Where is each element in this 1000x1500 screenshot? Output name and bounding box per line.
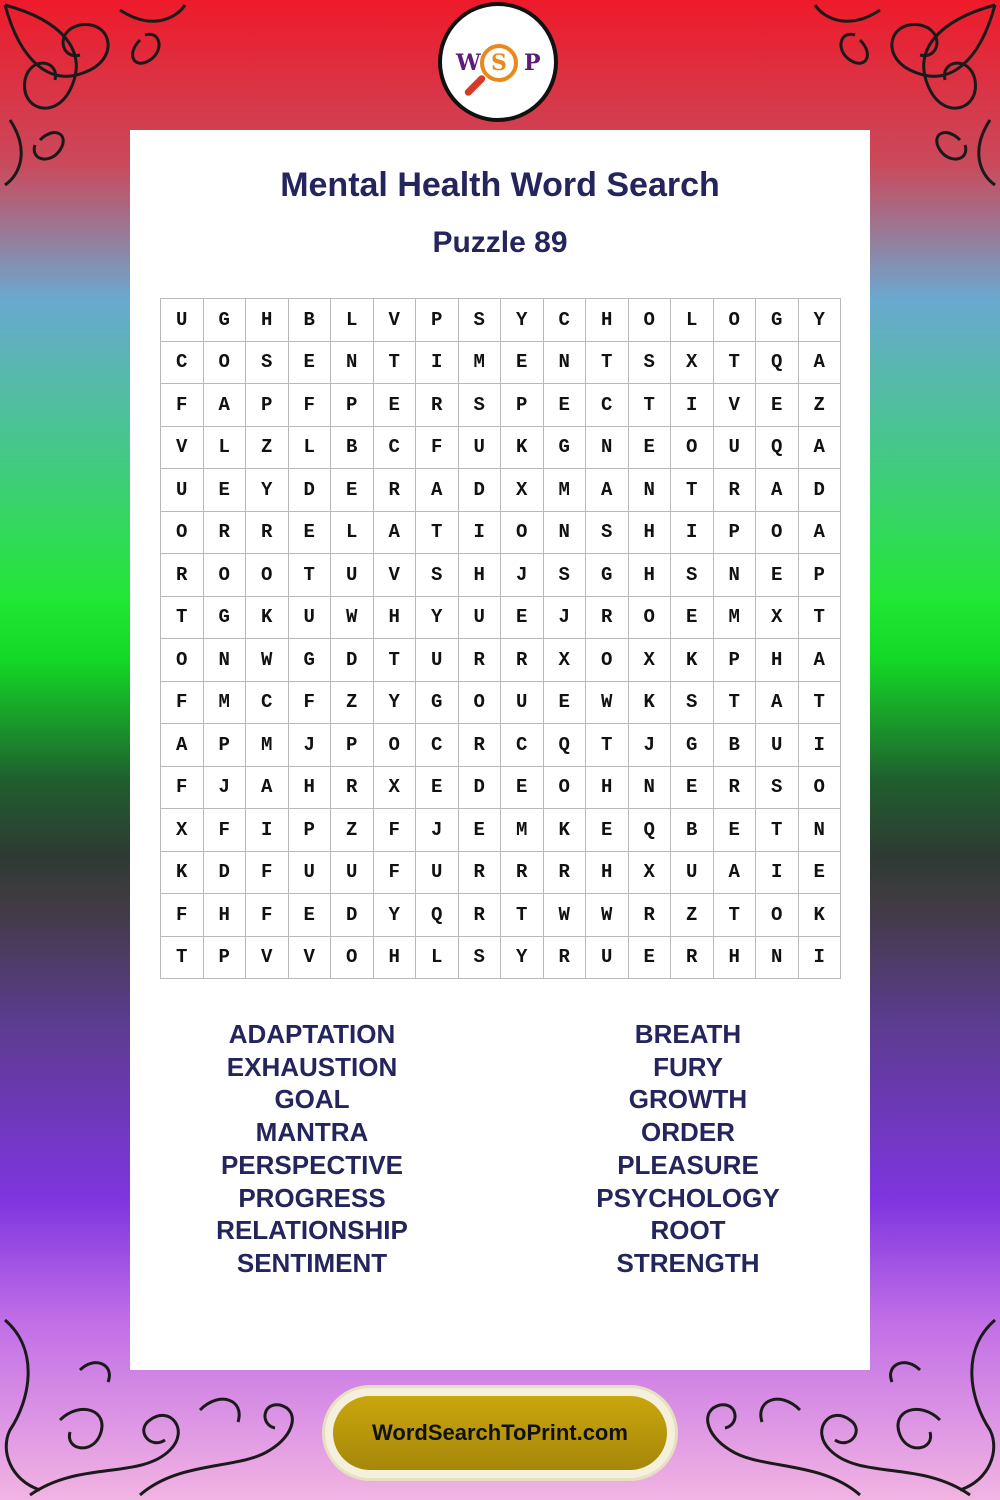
grid-cell[interactable]: M	[544, 469, 587, 512]
grid-cell[interactable]: E	[629, 937, 672, 980]
grid-cell[interactable]: A	[416, 469, 459, 512]
grid-cell[interactable]: E	[374, 384, 417, 427]
grid-cell[interactable]: A	[586, 469, 629, 512]
grid-cell[interactable]: E	[586, 809, 629, 852]
site-link-label[interactable]: WordSearchToPrint.com	[333, 1396, 667, 1470]
grid-cell[interactable]: D	[204, 852, 247, 895]
grid-cell[interactable]: O	[459, 682, 502, 725]
grid-cell[interactable]: N	[586, 427, 629, 470]
grid-cell[interactable]: J	[544, 597, 587, 640]
word-list-item: GOAL	[274, 1084, 350, 1115]
word-list-item: STRENGTH	[616, 1247, 760, 1278]
grid-cell[interactable]: H	[246, 299, 289, 342]
magnifier-handle	[463, 74, 486, 97]
grid-cell[interactable]: I	[756, 852, 799, 895]
grid-cell[interactable]: U	[161, 469, 204, 512]
grid-cell[interactable]: F	[289, 682, 332, 725]
grid-cell[interactable]: S	[671, 682, 714, 725]
grid-cell[interactable]: O	[756, 894, 799, 937]
logo-letter: P	[524, 50, 541, 76]
grid-cell[interactable]: N	[756, 937, 799, 980]
grid-cell[interactable]: L	[671, 299, 714, 342]
grid-cell[interactable]: E	[289, 894, 332, 937]
grid-cell[interactable]: T	[799, 682, 842, 725]
grid-cell[interactable]: Y	[501, 299, 544, 342]
word-list-item: ROOT	[650, 1215, 726, 1246]
grid-cell[interactable]: D	[331, 894, 374, 937]
grid-cell[interactable]: U	[289, 597, 332, 640]
grid-cell[interactable]: U	[416, 852, 459, 895]
grid-cell[interactable]: N	[714, 554, 757, 597]
grid-cell[interactable]: H	[374, 597, 417, 640]
grid-cell[interactable]: U	[289, 852, 332, 895]
grid-cell[interactable]: N	[629, 469, 672, 512]
grid-cell[interactable]: W	[586, 894, 629, 937]
grid-cell[interactable]: E	[459, 809, 502, 852]
grid-cell[interactable]: V	[374, 299, 417, 342]
grid-cell[interactable]: K	[544, 809, 587, 852]
grid-cell[interactable]: R	[629, 894, 672, 937]
grid-cell[interactable]: A	[204, 384, 247, 427]
grid-cell[interactable]: R	[459, 639, 502, 682]
grid-cell[interactable]: Y	[799, 299, 842, 342]
grid-cell[interactable]: T	[799, 597, 842, 640]
grid-cell[interactable]: B	[289, 299, 332, 342]
grid-cell[interactable]: O	[161, 639, 204, 682]
word-list-item: ORDER	[641, 1117, 735, 1148]
grid-cell[interactable]: E	[799, 852, 842, 895]
grid-cell[interactable]: B	[671, 809, 714, 852]
word-list-item: PSYCHOLOGY	[596, 1182, 780, 1213]
grid-cell[interactable]: E	[289, 342, 332, 385]
grid-cell[interactable]: H	[629, 554, 672, 597]
grid-cell[interactable]: A	[374, 512, 417, 555]
grid-cell[interactable]: F	[204, 809, 247, 852]
grid-cell[interactable]: W	[331, 597, 374, 640]
grid-cell[interactable]: E	[671, 597, 714, 640]
logo-letter: W	[456, 50, 481, 76]
grid-cell[interactable]: C	[374, 427, 417, 470]
grid-cell[interactable]: Y	[416, 597, 459, 640]
grid-cell[interactable]: F	[416, 427, 459, 470]
grid-cell[interactable]: Z	[799, 384, 842, 427]
grid-cell[interactable]: M	[246, 724, 289, 767]
grid-cell[interactable]: E	[501, 767, 544, 810]
grid-cell[interactable]: A	[161, 724, 204, 767]
grid-cell[interactable]: C	[501, 724, 544, 767]
grid-cell[interactable]: P	[289, 809, 332, 852]
grid-cell[interactable]: V	[714, 384, 757, 427]
grid-cell[interactable]: R	[374, 469, 417, 512]
grid-cell[interactable]: C	[416, 724, 459, 767]
grid-cell[interactable]: K	[501, 427, 544, 470]
grid-cell[interactable]: X	[374, 767, 417, 810]
word-list-right	[538, 1018, 838, 1280]
grid-cell[interactable]: O	[799, 767, 842, 810]
grid-cell[interactable]: T	[756, 809, 799, 852]
grid-cell[interactable]: P	[714, 512, 757, 555]
grid-cell[interactable]: O	[756, 512, 799, 555]
grid-cell[interactable]: E	[331, 469, 374, 512]
grid-cell[interactable]: R	[714, 469, 757, 512]
grid-cell[interactable]: H	[756, 639, 799, 682]
grid-cell[interactable]: R	[544, 852, 587, 895]
logo-letter: S	[491, 50, 507, 76]
grid-cell[interactable]: Q	[416, 894, 459, 937]
wsp-logo[interactable]	[438, 2, 558, 122]
grid-cell[interactable]: S	[671, 554, 714, 597]
grid-cell[interactable]: D	[799, 469, 842, 512]
grid-cell[interactable]: J	[204, 767, 247, 810]
grid-cell[interactable]: E	[671, 767, 714, 810]
grid-cell[interactable]: U	[459, 597, 502, 640]
grid-cell[interactable]: K	[161, 852, 204, 895]
grid-cell[interactable]: M	[204, 682, 247, 725]
grid-cell[interactable]: O	[161, 512, 204, 555]
grid-cell[interactable]: Y	[374, 682, 417, 725]
grid-cell[interactable]: R	[246, 512, 289, 555]
grid-cell[interactable]: X	[544, 639, 587, 682]
grid-cell[interactable]: H	[586, 767, 629, 810]
grid-cell[interactable]: A	[799, 427, 842, 470]
grid-cell[interactable]: F	[246, 852, 289, 895]
grid-cell[interactable]: R	[544, 937, 587, 980]
grid-cell[interactable]: X	[629, 852, 672, 895]
grid-cell[interactable]: A	[756, 682, 799, 725]
grid-cell[interactable]: I	[799, 937, 842, 980]
grid-cell[interactable]: H	[204, 894, 247, 937]
grid-cell[interactable]: E	[714, 809, 757, 852]
grid-cell[interactable]: P	[246, 384, 289, 427]
grid-cell[interactable]: V	[374, 554, 417, 597]
puzzle-card	[130, 130, 870, 1370]
grid-cell[interactable]: X	[161, 809, 204, 852]
grid-cell[interactable]: W	[246, 639, 289, 682]
grid-cell[interactable]: T	[416, 512, 459, 555]
grid-cell[interactable]: O	[204, 342, 247, 385]
grid-cell[interactable]: G	[416, 682, 459, 725]
grid-cell[interactable]: C	[246, 682, 289, 725]
grid-cell[interactable]: J	[501, 554, 544, 597]
grid-cell[interactable]: N	[799, 809, 842, 852]
grid-cell[interactable]: J	[289, 724, 332, 767]
grid-cell[interactable]: I	[246, 809, 289, 852]
grid-cell[interactable]: V	[246, 937, 289, 980]
grid-cell[interactable]: R	[459, 894, 502, 937]
grid-cell[interactable]: R	[586, 597, 629, 640]
grid-cell[interactable]: I	[671, 512, 714, 555]
grid-cell[interactable]: A	[799, 342, 842, 385]
grid-cell[interactable]: T	[629, 384, 672, 427]
word-list-item: GROWTH	[628, 1084, 748, 1115]
grid-cell[interactable]: N	[544, 512, 587, 555]
grid-cell[interactable]: T	[501, 894, 544, 937]
grid-cell[interactable]: T	[161, 937, 204, 980]
grid-cell[interactable]: T	[289, 554, 332, 597]
grid-cell[interactable]: E	[416, 767, 459, 810]
grid-cell[interactable]: D	[459, 469, 502, 512]
grid-cell[interactable]: Z	[331, 682, 374, 725]
grid-cell[interactable]: G	[204, 597, 247, 640]
grid-cell[interactable]: H	[586, 299, 629, 342]
grid-cell[interactable]: O	[586, 639, 629, 682]
grid-cell[interactable]: R	[501, 852, 544, 895]
grid-cell[interactable]: Q	[756, 427, 799, 470]
grid-cell[interactable]: V	[161, 427, 204, 470]
grid-cell[interactable]: D	[331, 639, 374, 682]
grid-cell[interactable]: R	[204, 512, 247, 555]
grid-cell[interactable]: E	[756, 554, 799, 597]
grid-cell[interactable]: J	[629, 724, 672, 767]
grid-cell[interactable]: O	[629, 597, 672, 640]
grid-cell[interactable]: M	[501, 809, 544, 852]
letter-grid	[160, 298, 841, 979]
grid-cell[interactable]: R	[714, 767, 757, 810]
grid-cell[interactable]: O	[246, 554, 289, 597]
grid-cell[interactable]: U	[331, 554, 374, 597]
grid-cell[interactable]: S	[459, 937, 502, 980]
grid-cell[interactable]: Q	[756, 342, 799, 385]
grid-cell[interactable]: Q	[544, 724, 587, 767]
grid-cell[interactable]: U	[459, 427, 502, 470]
grid-cell[interactable]: F	[161, 767, 204, 810]
grid-cell[interactable]: E	[501, 342, 544, 385]
word-list-item: EXHAUSTION	[226, 1051, 398, 1082]
grid-cell[interactable]: N	[204, 639, 247, 682]
grid-cell[interactable]: O	[204, 554, 247, 597]
grid-cell[interactable]: S	[246, 342, 289, 385]
word-list-item: FURY	[653, 1051, 723, 1082]
grid-cell[interactable]: B	[331, 427, 374, 470]
grid-cell[interactable]: D	[459, 767, 502, 810]
grid-cell[interactable]: K	[246, 597, 289, 640]
grid-cell[interactable]: R	[161, 554, 204, 597]
grid-cell[interactable]: N	[544, 342, 587, 385]
grid-cell[interactable]: F	[246, 894, 289, 937]
grid-cell[interactable]: R	[331, 767, 374, 810]
grid-cell[interactable]: O	[501, 512, 544, 555]
word-list-left	[162, 1018, 462, 1280]
grid-cell[interactable]: P	[331, 724, 374, 767]
word-list-item: ADAPTATION	[228, 1019, 396, 1049]
grid-cell[interactable]: T	[714, 894, 757, 937]
grid-cell[interactable]: I	[459, 512, 502, 555]
grid-cell[interactable]: A	[246, 767, 289, 810]
grid-cell[interactable]: N	[331, 342, 374, 385]
grid-cell[interactable]: P	[331, 384, 374, 427]
grid-cell[interactable]: S	[416, 554, 459, 597]
grid-cell[interactable]: M	[459, 342, 502, 385]
grid-cell[interactable]: W	[586, 682, 629, 725]
grid-cell[interactable]: E	[544, 682, 587, 725]
word-list-item: PERSPECTIVE	[220, 1149, 404, 1180]
grid-cell[interactable]: A	[799, 639, 842, 682]
grid-cell[interactable]: Q	[629, 809, 672, 852]
grid-cell[interactable]: O	[629, 299, 672, 342]
grid-cell[interactable]: T	[374, 639, 417, 682]
grid-cell[interactable]: B	[714, 724, 757, 767]
word-list-item: BREATH	[634, 1019, 742, 1049]
grid-cell[interactable]: R	[459, 852, 502, 895]
grid-cell[interactable]: Z	[671, 894, 714, 937]
grid-cell[interactable]: O	[374, 724, 417, 767]
grid-cell[interactable]: O	[544, 767, 587, 810]
grid-cell[interactable]: U	[331, 852, 374, 895]
page-title: Mental Health Word Search	[280, 166, 720, 204]
grid-cell[interactable]: U	[671, 852, 714, 895]
grid-cell[interactable]: F	[161, 894, 204, 937]
grid-cell[interactable]: E	[544, 384, 587, 427]
grid-cell[interactable]: E	[289, 512, 332, 555]
grid-cell[interactable]: M	[714, 597, 757, 640]
grid-cell[interactable]: P	[204, 724, 247, 767]
grid-cell[interactable]: F	[374, 852, 417, 895]
grid-cell[interactable]: U	[161, 299, 204, 342]
grid-cell[interactable]: L	[416, 937, 459, 980]
grid-cell[interactable]: T	[671, 469, 714, 512]
grid-cell[interactable]: T	[586, 724, 629, 767]
word-list-item: RELATIONSHIP	[216, 1215, 408, 1246]
grid-cell[interactable]: R	[416, 384, 459, 427]
grid-cell[interactable]: U	[501, 682, 544, 725]
word-list-item: PROGRESS	[238, 1182, 386, 1213]
grid-cell[interactable]: O	[714, 299, 757, 342]
grid-cell[interactable]: H	[289, 767, 332, 810]
word-list-item: PLEASURE	[617, 1149, 759, 1180]
grid-cell[interactable]: G	[671, 724, 714, 767]
grid-cell[interactable]: C	[544, 299, 587, 342]
word-list-item: SENTIMENT	[236, 1247, 388, 1278]
grid-cell[interactable]: G	[289, 639, 332, 682]
grid-cell[interactable]: P	[204, 937, 247, 980]
grid-cell[interactable]: E	[501, 597, 544, 640]
grid-cell[interactable]: T	[714, 682, 757, 725]
grid-cell[interactable]: G	[586, 554, 629, 597]
grid-cell[interactable]: F	[289, 384, 332, 427]
grid-cell[interactable]: L	[204, 427, 247, 470]
grid-cell[interactable]: C	[161, 342, 204, 385]
grid-cell[interactable]: U	[416, 639, 459, 682]
grid-cell[interactable]: K	[629, 682, 672, 725]
grid-cell[interactable]: P	[714, 639, 757, 682]
grid-cell[interactable]: A	[714, 852, 757, 895]
grid-cell[interactable]: P	[501, 384, 544, 427]
grid-cell[interactable]: I	[416, 342, 459, 385]
grid-cell[interactable]: U	[714, 427, 757, 470]
grid-cell[interactable]: F	[161, 384, 204, 427]
grid-cell[interactable]: G	[756, 299, 799, 342]
site-link-button[interactable]	[322, 1385, 678, 1481]
grid-cell[interactable]: F	[374, 809, 417, 852]
grid-cell[interactable]: E	[756, 384, 799, 427]
grid-cell[interactable]: R	[671, 937, 714, 980]
grid-cell[interactable]: A	[756, 469, 799, 512]
grid-cell[interactable]: I	[799, 724, 842, 767]
word-list-item: MANTRA	[255, 1117, 369, 1148]
grid-cell[interactable]: Y	[246, 469, 289, 512]
grid-cell[interactable]: P	[799, 554, 842, 597]
grid-cell[interactable]: X	[671, 342, 714, 385]
grid-cell[interactable]: C	[586, 384, 629, 427]
grid-cell[interactable]: L	[289, 427, 332, 470]
grid-cell[interactable]: H	[714, 937, 757, 980]
grid-cell[interactable]: G	[204, 299, 247, 342]
grid-cell[interactable]: U	[586, 937, 629, 980]
grid-cell[interactable]: H	[629, 512, 672, 555]
grid-cell[interactable]: O	[331, 937, 374, 980]
grid-cell[interactable]: S	[586, 512, 629, 555]
grid-cell[interactable]: S	[756, 767, 799, 810]
grid-cell[interactable]: P	[416, 299, 459, 342]
grid-cell[interactable]: H	[459, 554, 502, 597]
grid-cell[interactable]: X	[501, 469, 544, 512]
grid-cell[interactable]: Z	[246, 427, 289, 470]
grid-cell[interactable]: X	[629, 639, 672, 682]
grid-cell[interactable]: L	[331, 512, 374, 555]
grid-cell[interactable]: W	[544, 894, 587, 937]
grid-cell[interactable]: V	[289, 937, 332, 980]
grid-cell[interactable]: N	[629, 767, 672, 810]
grid-cell[interactable]: L	[331, 299, 374, 342]
grid-cell[interactable]: T	[374, 342, 417, 385]
grid-cell[interactable]: I	[671, 384, 714, 427]
grid-cell[interactable]: S	[459, 299, 502, 342]
grid-cell[interactable]: J	[416, 809, 459, 852]
grid-cell[interactable]: S	[459, 384, 502, 427]
grid-cell[interactable]: E	[629, 427, 672, 470]
grid-cell[interactable]: O	[671, 427, 714, 470]
grid-cell[interactable]: U	[756, 724, 799, 767]
grid-cell[interactable]: S	[629, 342, 672, 385]
grid-cell[interactable]: H	[586, 852, 629, 895]
puzzle-number: Puzzle 89	[432, 226, 568, 259]
grid-cell[interactable]: T	[586, 342, 629, 385]
grid-cell[interactable]: R	[501, 639, 544, 682]
grid-cell[interactable]: F	[161, 682, 204, 725]
grid-cell[interactable]: Y	[501, 937, 544, 980]
grid-cell[interactable]: E	[204, 469, 247, 512]
grid-cell[interactable]: R	[459, 724, 502, 767]
grid-cell[interactable]: A	[799, 512, 842, 555]
grid-cell[interactable]: Y	[374, 894, 417, 937]
grid-cell[interactable]: K	[799, 894, 842, 937]
grid-cell[interactable]: T	[161, 597, 204, 640]
grid-cell[interactable]: X	[756, 597, 799, 640]
grid-cell[interactable]: H	[374, 937, 417, 980]
grid-cell[interactable]: S	[544, 554, 587, 597]
grid-cell[interactable]: K	[671, 639, 714, 682]
grid-cell[interactable]: D	[289, 469, 332, 512]
grid-cell[interactable]: T	[714, 342, 757, 385]
grid-cell[interactable]: G	[544, 427, 587, 470]
grid-cell[interactable]: Z	[331, 809, 374, 852]
